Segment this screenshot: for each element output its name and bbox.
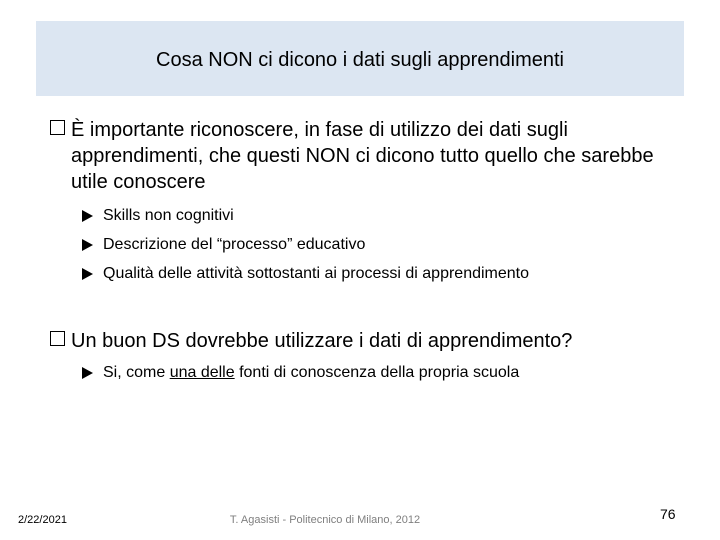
triangle-bullet-icon <box>82 268 93 280</box>
footer-credit: T. Agasisti - Politecnico di Milano, 2012 <box>229 514 421 526</box>
sub-bullet-text: Skills non cognitivi <box>103 207 234 224</box>
sub-bullet-text: Qualità delle attività sottostanti ai processi di apprendimento <box>103 265 530 282</box>
sub-bullet-item <box>82 264 682 284</box>
title-bar <box>36 21 684 96</box>
sub-bullet-item <box>82 206 682 226</box>
sub-bullet-text <box>103 363 682 383</box>
checkbox-bullet-icon <box>50 120 65 135</box>
underlined-text: una delle <box>169 364 235 381</box>
bullet-item <box>50 328 690 354</box>
sub-bullet-item <box>82 363 682 383</box>
sub-bullet-text-before: Si, come <box>103 364 170 381</box>
triangle-bullet-icon <box>82 210 93 222</box>
bullet-item <box>50 117 690 195</box>
sub-bullet-item <box>82 235 682 255</box>
checkbox-bullet-icon <box>50 331 65 346</box>
sub-bullet-text-after: fonti di conoscenza della propria scuola <box>234 364 520 381</box>
bullet-text: È importante riconoscere, in fase di utilizzo dei dati sugli apprendimenti, che questi NON ci dicono tutto quello che sarebbe utile conoscere <box>71 119 654 193</box>
triangle-bullet-icon <box>82 239 93 251</box>
triangle-bullet-icon <box>82 367 93 379</box>
sub-bullet-text: Descrizione del “processo” educativo <box>103 236 366 253</box>
footer-date: 2/22/2021 <box>18 514 67 526</box>
bullet-text: Un buon DS dovrebbe utilizzare i dati di apprendimento? <box>71 330 573 352</box>
page-number: 76 <box>660 506 676 522</box>
slide-title: Cosa NON ci dicono i dati sugli apprendimenti <box>156 49 564 71</box>
